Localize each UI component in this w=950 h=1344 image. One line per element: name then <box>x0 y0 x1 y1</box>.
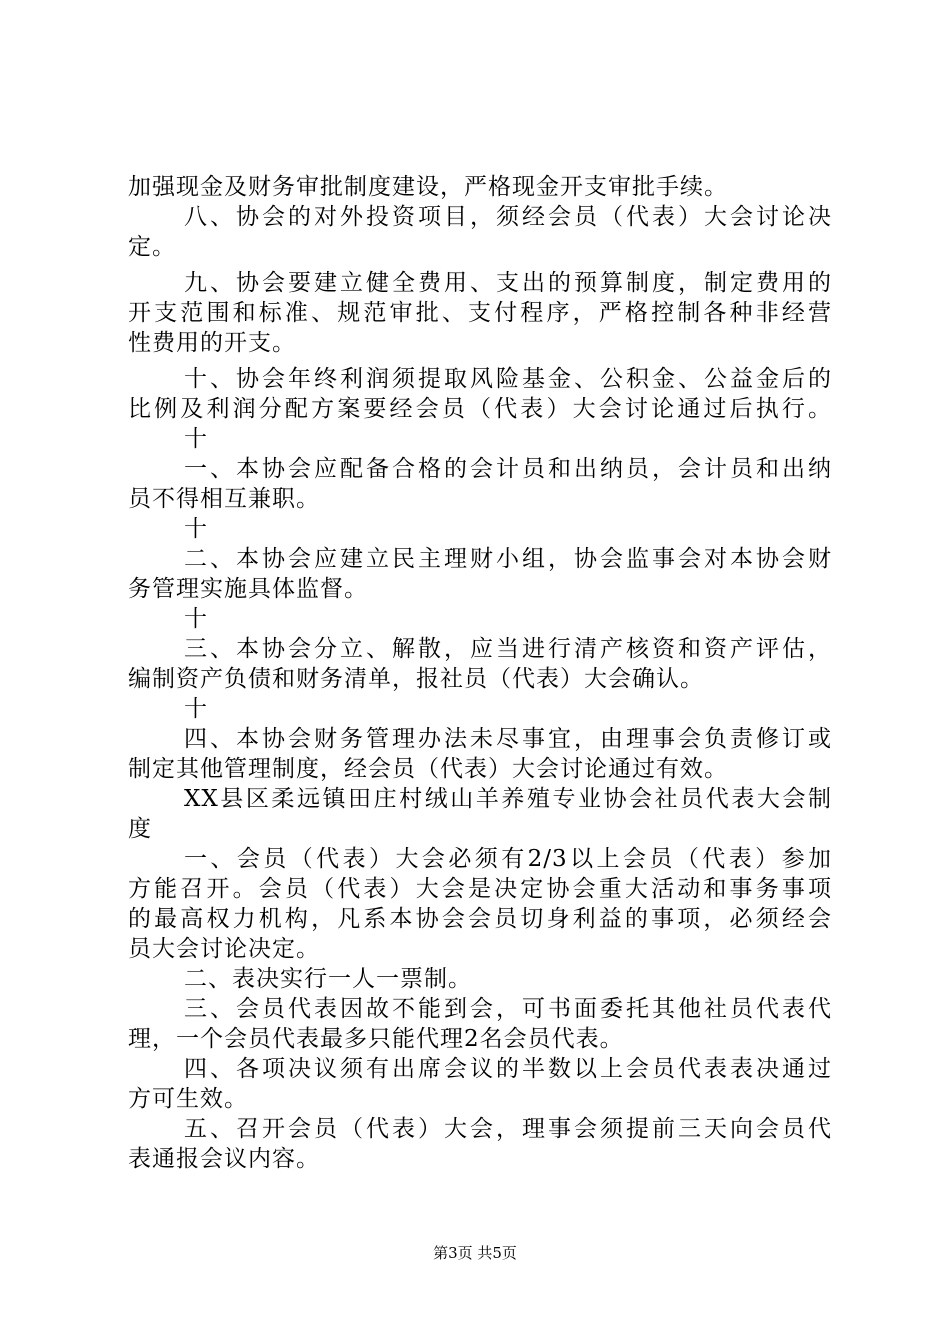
text-line: 方可生效。 <box>128 1086 248 1112</box>
text-line: 员不得相互兼职。 <box>128 486 320 512</box>
text-line: 九、协会要建立健全费用、支出的预算制度，制定费用的 <box>184 270 832 296</box>
text-line: 表通报会议内容。 <box>128 1146 320 1172</box>
text-line: 方能召开。会员（代表）大会是决定协会重大活动和事务事项 <box>128 876 832 902</box>
text-line: 编制资产负债和财务清单，报社员（代表）大会确认。 <box>128 666 704 692</box>
text-line: 十 <box>184 426 208 452</box>
text-line: 十 <box>184 606 208 632</box>
text-line: 开支范围和标准、规范审批、支付程序，严格控制各种非经营 <box>128 300 832 326</box>
section-title-line: 度 <box>128 816 152 842</box>
text-line: 的最高权力机构，凡系本协会会员切身利益的事项，必须经会 <box>128 906 832 932</box>
text-line: 四、本协会财务管理办法未尽事宜，由理事会负责修订或 <box>184 726 832 752</box>
section-title-line: XX县区柔远镇田庄村绒山羊养殖专业协会社员代表大会制 <box>184 786 832 812</box>
text-line: 制定其他管理制度，经会员（代表）大会讨论通过有效。 <box>128 756 728 782</box>
page-footer: 第3页 共5页 <box>433 1244 517 1262</box>
text-line: 定。 <box>128 234 176 260</box>
text-line: 一、本协会应配备合格的会计员和出纳员，会计员和出纳 <box>184 456 832 482</box>
text-line: 十 <box>184 696 208 722</box>
text-line: 员大会讨论决定。 <box>128 936 320 962</box>
text-line: 务管理实施具体监督。 <box>128 576 368 602</box>
document-body <box>128 172 832 1174</box>
text-line: 二、表决实行一人一票制。 <box>184 966 472 992</box>
text-line: 五、召开会员（代表）大会，理事会须提前三天向会员代 <box>184 1116 832 1142</box>
text-line: 十、协会年终利润须提取风险基金、公积金、公益金后的 <box>184 366 832 392</box>
text-line: 理，一个会员代表最多只能代理2名会员代表。 <box>128 1026 624 1052</box>
text-line: 一、会员（代表）大会必须有2/3以上会员（代表）参加 <box>184 846 832 872</box>
text-line: 八、协会的对外投资项目，须经会员（代表）大会讨论决 <box>184 204 832 230</box>
text-line: 三、会员代表因故不能到会，可书面委托其他社员代表代 <box>184 996 832 1022</box>
text-line: 三、本协会分立、解散，应当进行清产核资和资产评估， <box>184 636 832 662</box>
text-line: 十 <box>184 516 208 542</box>
text-line: 比例及利润分配方案要经会员（代表）大会讨论通过后执行。 <box>128 396 832 422</box>
text-line: 加强现金及财务审批制度建设，严格现金开支审批手续。 <box>128 174 728 200</box>
text-line: 性费用的开支。 <box>128 330 296 356</box>
text-line: 二、本协会应建立民主理财小组，协会监事会对本协会财 <box>184 546 832 572</box>
text-line: 四、各项决议须有出席会议的半数以上会员代表表决通过 <box>184 1056 832 1082</box>
